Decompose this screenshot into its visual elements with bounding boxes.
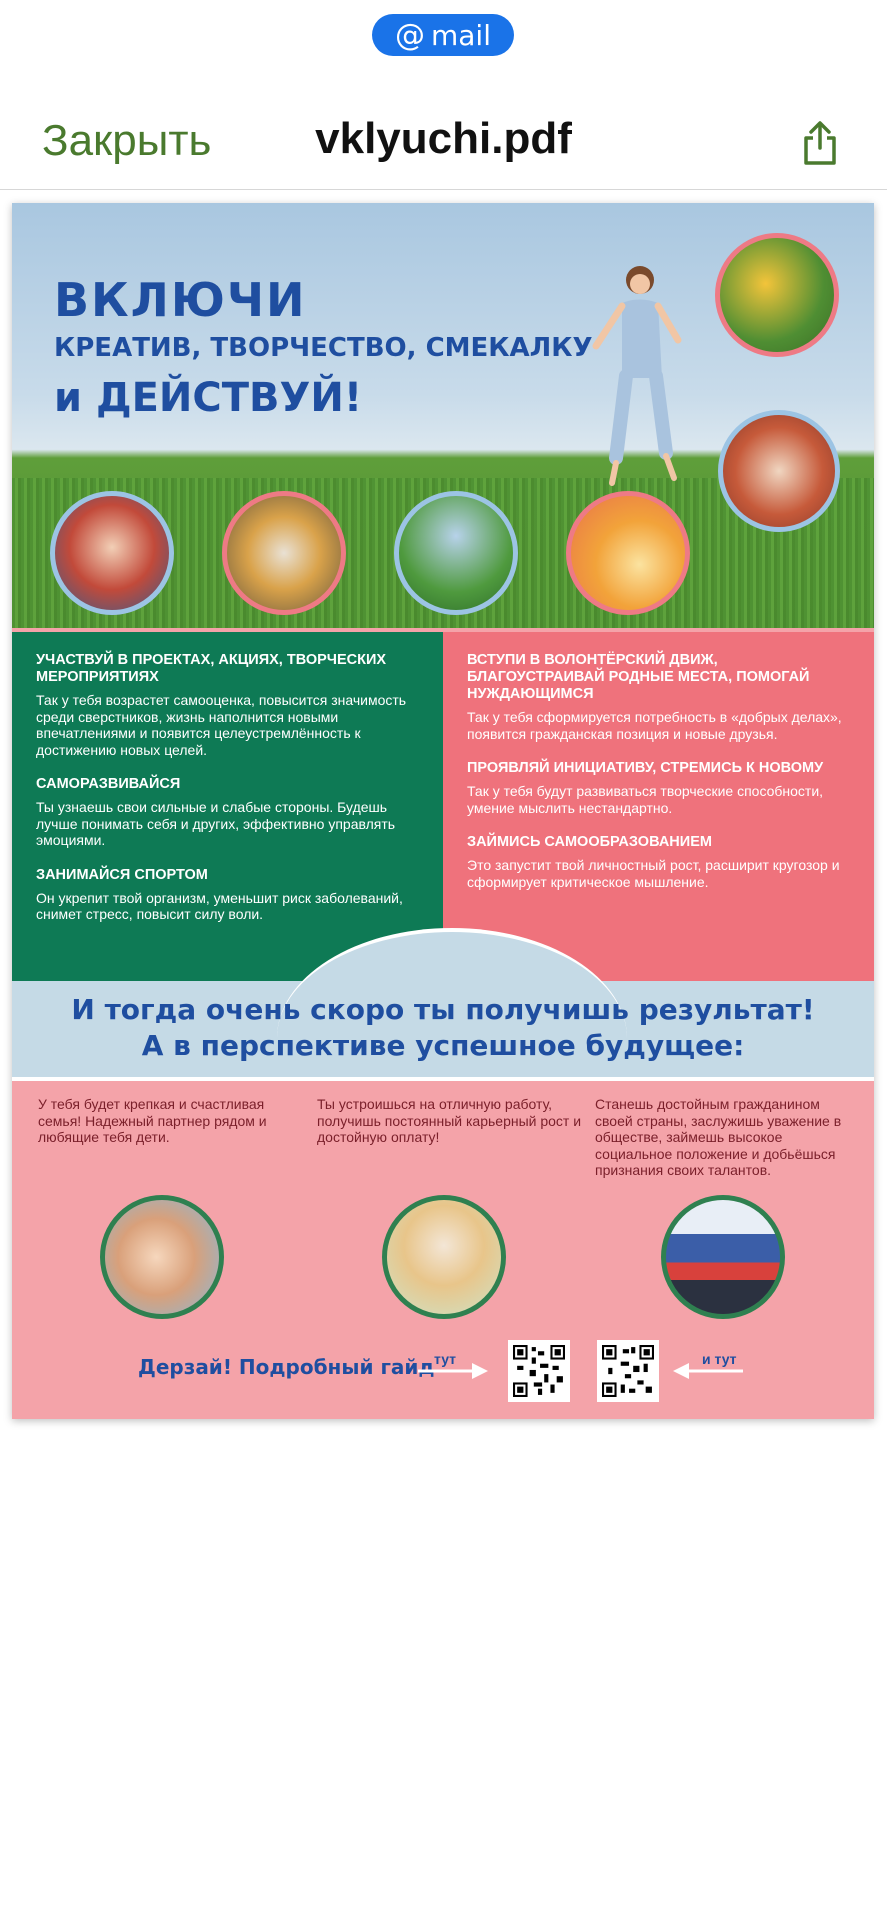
right-heading-2: ПРОЯВЛЯЙ ИНИЦИАТИВУ, СТРЕМИСЬ К НОВОМУ (467, 760, 824, 776)
document-title: vklyuchi.pdf (315, 114, 572, 163)
photo-citizen (661, 1195, 785, 1319)
at-icon: @ (395, 17, 425, 53)
mail-label: mail (431, 18, 491, 52)
right-text-3: Это запустит твой личностный рост, расширит кругозор и сформирует критическое мышление. (467, 857, 840, 890)
close-button[interactable]: Закрыть (42, 116, 212, 165)
outcome-career: Ты устроишься на отличную работу, получишь постоянный карьерный рост и достойную оплату! (317, 1096, 582, 1145)
left-text-2: Ты узнаешь свои сильные и слабые стороны. Будешь лучше понимать себя и других, эффективно управлять эмоциями. (36, 799, 396, 848)
share-icon[interactable] (800, 120, 840, 166)
qr-code-2[interactable] (597, 1340, 659, 1402)
tut-label-1: тут (434, 1351, 457, 1367)
left-heading-2: САМОРАЗВИВАЙСЯ (36, 776, 181, 792)
mail-pill[interactable] (372, 14, 514, 56)
photo-volunteers (715, 233, 839, 357)
left-column (12, 632, 443, 984)
outcome-family: У тебя будет крепкая и счастливая семья! Надежный партнер рядом и любящие тебя дети. (38, 1096, 267, 1145)
arrow-left-icon (670, 1361, 745, 1381)
left-heading-1: УЧАСТВУЙ В ПРОЕКТАХ, АКЦИЯХ, ТВОРЧЕСКИХ МЕРОПРИЯТИЯХ (36, 652, 387, 685)
result-line-1: И тогда очень скоро ты получишь результат! (71, 993, 815, 1026)
left-text-1: Так у тебя возрастет самооценка, повысится значимость среди сверстников, жизнь наполнится новыми впечатлениями и появится целеустремлённость к достижению новых целей. (36, 692, 407, 758)
photo-reading (718, 410, 840, 532)
hero-line-2: КРЕАТИВ, ТВОРЧЕСТВО, СМЕКАЛКУ (54, 333, 593, 363)
qr-code-1[interactable] (508, 1340, 570, 1402)
right-heading-3: ЗАЙМИСЬ САМООБРАЗОВАНИЕМ (467, 834, 712, 850)
photo-speaker (566, 491, 690, 615)
right-text-2: Так у тебя будут развиваться творческие способности, умение мыслить нестандартно. (467, 783, 824, 816)
photo-family (100, 1195, 224, 1319)
right-heading-1: ВСТУПИ В ВОЛОНТЁРСКИЙ ДВИЖ, БЛАГОУСТРАИВАЙ РОДНЫЕ МЕСТА, ПОМОГАЙ НУЖДАЮЩИМСЯ (467, 652, 810, 702)
pdf-page[interactable] (12, 203, 874, 1419)
right-column (443, 632, 874, 984)
outcome-citizen: Станешь достойным гражданином своей страны, заслужишь уважение в обществе, займешь высокое социальное положение и добьёшься признания своих талантов. (595, 1096, 842, 1178)
photo-football (394, 491, 518, 615)
running-girl-image (582, 258, 692, 488)
photo-teens-group (50, 491, 174, 615)
left-heading-3: ЗАНИМАЙСЯ СПОРТОМ (36, 866, 208, 883)
hero-section (12, 203, 874, 628)
tut-label-2: и тут (702, 1351, 737, 1367)
photo-office (382, 1195, 506, 1319)
left-text-3: Он укрепит твой организм, уменьшит риск заболеваний, снимет стресс, повысит силу воли. (36, 889, 403, 922)
photo-workshop (222, 491, 346, 615)
result-line-2: А в перспективе успешное будущее: (141, 1029, 745, 1062)
arrow-right-icon (416, 1361, 491, 1381)
right-text-1: Так у тебя сформируется потребность в «добрых делах», появится гражданская позиция и новые друзья. (467, 709, 842, 742)
hero-line-3: и ДЕЙСТВУЙ! (54, 375, 363, 421)
hero-line-1: ВКЛЮЧИ (54, 273, 307, 327)
guide-label: Дерзай! Подробный гайд (138, 1355, 435, 1379)
viewer-header (0, 80, 887, 190)
